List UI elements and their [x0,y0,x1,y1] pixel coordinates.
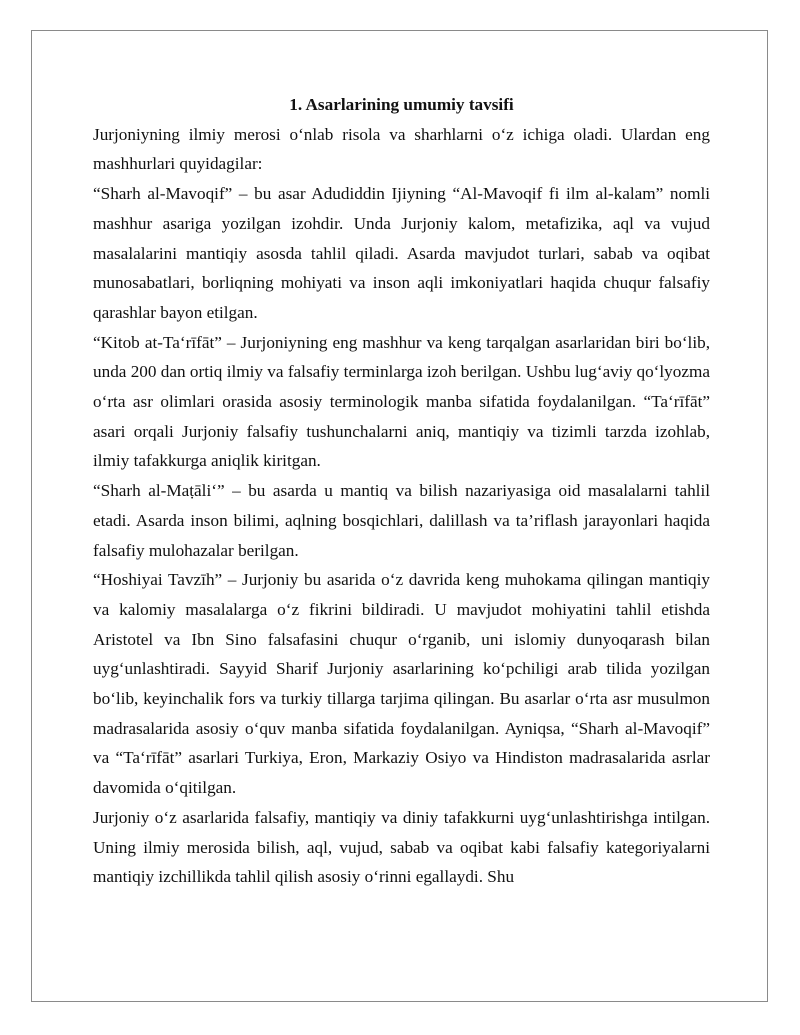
paragraph-kitob-at-tarifat: “Kitob at-Ta‘rīfāt” – Jurjoniyning eng mashhur va keng tarqalgan asarlaridan biri bo‘lib, unda 200 dan ortiq ilmiy va falsafiy terminlarga izoh berilgan. Ushbu lug‘aviy qo‘lyozma o‘rta asr olimlari orasida asosiy terminologik manba sifatida foydalanilgan. “Ta‘rīfāt” asari orqali Jurjoniy falsafiy tushunchalarni aniq, mantiqiy va tizimli tarzda izohlab, ilmiy tafakkurga aniqlik kiritgan. [93,332,710,471]
paragraph-sharh-al-matali: “Sharh al-Maṭāli‘” – bu asarda u mantiq va bilish nazariyasiga oid masalalarni tahlil etadi. Asarda inson bilimi, aqlning bosqichlari, dalillash va ta’riflash jarayonlari haqida falsafiy mulohazalar berilgan. [93,481,710,560]
document-body [93,90,710,892]
paragraph-intro: Jurjoniyning ilmiy merosi o‘nlab risola va sharhlarni o‘z ichiga oladi. Ulardan eng mashhurlari quyidagilar: [93,124,710,174]
paragraph-sharh-al-mavoqif: “Sharh al-Mavoqif” – bu asar Adudiddin Ijiyning “Al-Mavoqif fi ilm al-kalam” nomli mashhur asariga yozilgan izohdir. Unda Jurjoniy kalom, metafizika, aql va vujud masalalarini mantiqiy asosda tahlil qiladi. Asarda mavjudot turlari, sabab va oqibat munosabatlari, borliqning mohiyati va inson aqli imkoniyatlari haqida chuqur falsafiy qarashlar bayon etilgan. [93,184,710,322]
paragraph-hoshiyai-tavzih: “Hoshiyai Tavzīh” – Jurjoniy bu asarida o‘z davrida keng muhokama qilingan mantiqiy va kalomiy masalalarga o‘z fikrini bildiradi. U mavjudot mohiyatini tahlil etishda Aristotel va Ibn Sino falsafasini chuqur o‘rganib, uni islomiy dunyoqarash bilan uyg‘unlashtiradi. Sayyid Sharif Jurjoniy asarlarining ko‘pchiligi arab tilida yozilgan bo‘lib, keyinchalik fors va turkiy tillarga tarjima qilingan. Bu asarlar o‘rta asr musulmon madrasalarida asosiy o‘quv manba sifatida foydalanilgan. Ayniqsa, “Sharh al-Mavoqif” va “Ta‘rīfāt” asarlari Turkiya, Eron, Markaziy Osiyo va Hindiston madrasalarida asrlar davomida o‘qitilgan. [93,570,710,798]
paragraph-jurjoniy-tafakkur: Jurjoniy o‘z asarlarida falsafiy, mantiqiy va diniy tafakkurni uyg‘unlashtirishga intilgan. Uning ilmiy merosida bilish, aql, vujud, sabab va oqibat kabi falsafiy kategoriyalarni mantiqiy izchillikda tahlil qilish asosiy o‘rinni egallaydi. Shu [93,807,710,887]
section-heading: 1. Asarlarining umumiy tavsifi [289,95,514,114]
